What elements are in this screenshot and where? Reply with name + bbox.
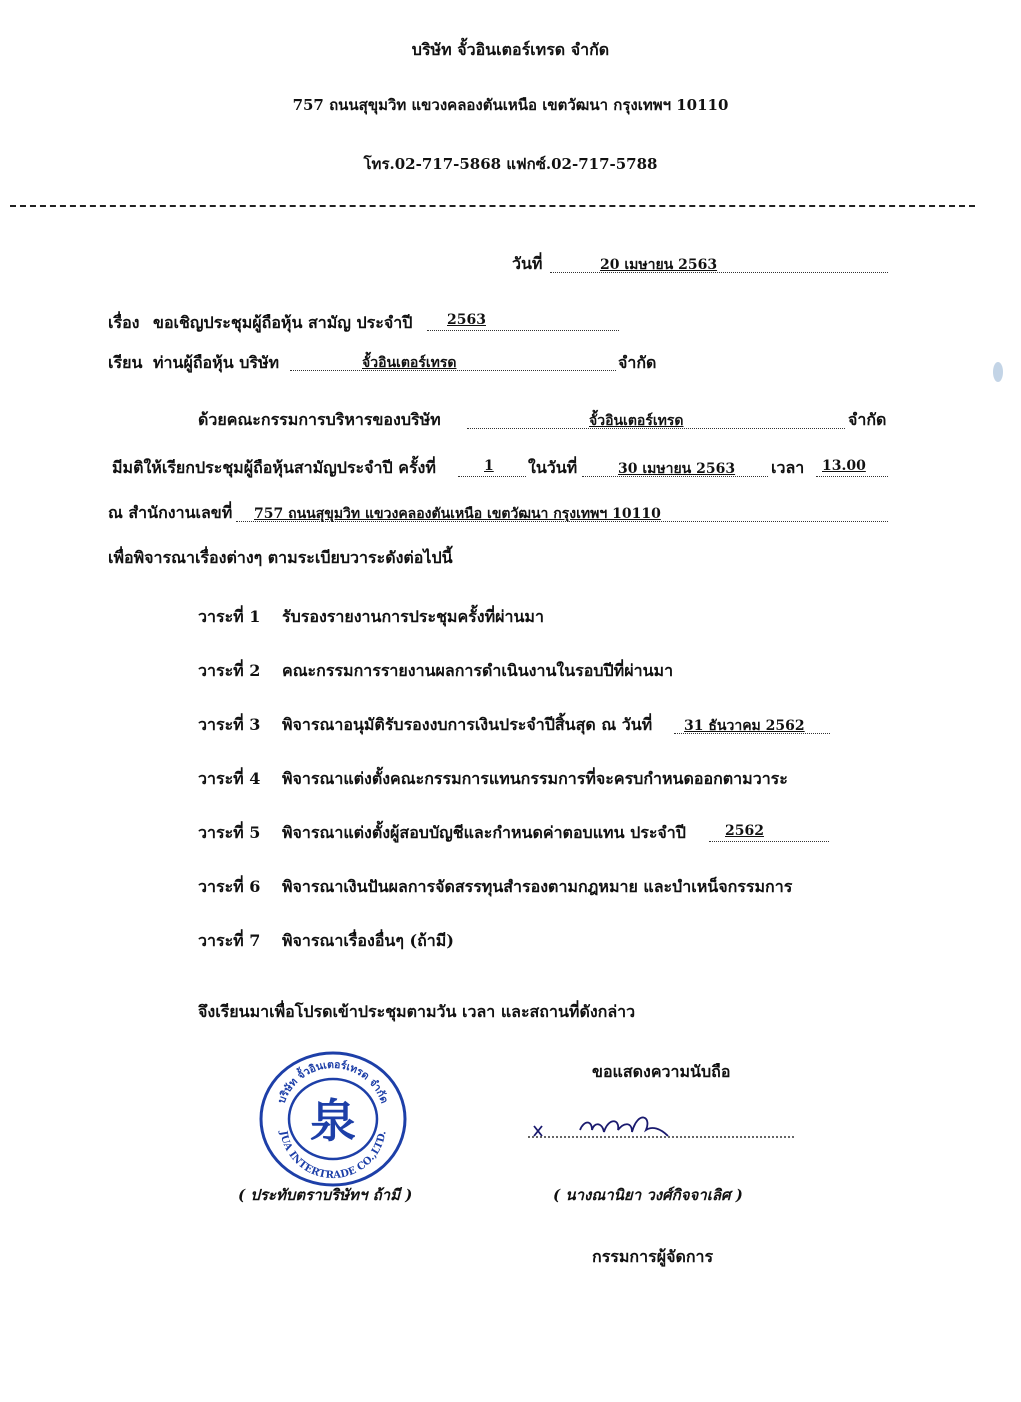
meeting-date: 30 เมษายน 2563 [582,458,768,477]
to-suffix: จำกัด [618,353,657,372]
company-contact: โทร.02-717-5868 แฟกซ์.02-717-5788 [363,155,658,173]
agenda-3-number: วาระที่ 3 [198,715,261,734]
meeting-time-label: เวลา [771,458,805,477]
body-line2-prefix: มีมติให้เรียกประชุมผู้ถือหุ้นสามัญประจำปี ครั้งที่ [112,458,436,477]
regards-text: ขอแสดงความนับถือ [592,1062,731,1081]
agenda-6-text: พิจารณาเงินปันผลการจัดสรรทุนสำรองตามกฎหมาย และบำเหน็จกรรมการ [282,877,793,896]
agenda-7-number: วาระที่ 7 [198,931,261,950]
agenda-1-text: รับรองรายงานการประชุมครั้งที่ผ่านมา [282,607,544,626]
to-text: ท่านผู้ถือหุ้น บริษัท [153,353,280,372]
agenda-5-text: พิจารณาแต่งตั้งผู้สอบบัญชีและกำหนดค่าตอบแทน ประจำปี [282,823,686,842]
seal-caption: ( ประทับตราบริษัทฯ ถ้ามี ) [238,1186,413,1204]
meeting-time: 13.00 [816,458,888,477]
handwritten-signature [528,1100,798,1146]
closing-text: จึงเรียนมาเพื่อโปรดเข้าประชุมตามวัน เวลา และสถานที่ดังกล่าว [198,1002,636,1021]
body-line3-prefix: ณ สำนักงานเลขที่ [108,503,233,522]
to-company: จั้วอินเตอร์เทรด [290,352,616,371]
seal-center-glyph: 泉 [310,1094,356,1148]
seal-top-text: บริษัท จั้วอินเตอร์เทรด จำกัด [275,1058,391,1106]
signatory-name: ( นางณานิยา วงศ์กิจจาเลิศ ) [553,1186,743,1204]
agenda-2-text: คณะกรรมการรายงานผลการดำเนินงานในรอบปีที่ผ่านมา [282,661,674,680]
to-label: เรียน [108,353,143,372]
meeting-date-label: ในวันที่ [528,458,578,477]
agenda-5-year: 2562 [709,823,829,842]
subject-year: 2563 [427,312,619,331]
subject-text: ขอเชิญประชุมผู้ถือหุ้น สามัญ ประจำปี [153,313,413,332]
agenda-7-text: พิจารณาเรื่องอื่นๆ (ถ้ามี) [282,931,454,950]
date-value: 20 เมษายน 2563 [550,254,888,273]
body-line1-suffix: จำกัด [848,410,887,429]
agenda-2-number: วาระที่ 2 [198,661,261,680]
agenda-4-text: พิจารณาแต่งตั้งคณะกรรมการแทนกรรมการที่จะครบกำหนดออกตามวาระ [282,769,788,788]
agenda-3-date: 31 ธันวาคม 2562 [674,715,830,734]
company-address: 757 ถนนสุขุมวิท แขวงคลองตันเหนือ เขตวัฒนา กรุงเทพฯ 10110 [292,96,729,114]
agenda-5-number: วาระที่ 5 [198,823,261,842]
date-label: วันที่ [512,254,543,273]
seal-bottom-text: JUA INTERTRADE CO.,LTD. [277,1130,389,1182]
body-line4: เพื่อพิจารณาเรื่องต่างๆ ตามระเบียบวาระดังต่อไปนี้ [108,548,453,567]
agenda-3-text: พิจารณาอนุมัติรับรองงบการเงินประจำปีสิ้นสุด ณ วันที่ [282,715,653,734]
body-line1-prefix: ด้วยคณะกรรมการบริหารของบริษัท [198,410,441,429]
header-divider [10,205,975,207]
body-company: จั้วอินเตอร์เทรด [467,410,845,429]
meeting-number: 1 [458,458,526,477]
company-name: บริษัท จั้วอินเตอร์เทรด จำกัด [411,40,610,59]
signatory-title: กรรมการผู้จัดการ [592,1247,714,1266]
meeting-venue: 757 ถนนสุขุมวิท แขวงคลองตันเหนือ เขตวัฒนา กรุงเทพฯ 10110 [236,503,888,522]
subject-label: เรื่อง [108,313,140,332]
agenda-6-number: วาระที่ 6 [198,877,261,896]
agenda-1-number: วาระที่ 1 [198,607,261,626]
scan-artifact [993,362,1003,382]
agenda-4-number: วาระที่ 4 [198,769,261,788]
company-seal [258,1047,408,1187]
